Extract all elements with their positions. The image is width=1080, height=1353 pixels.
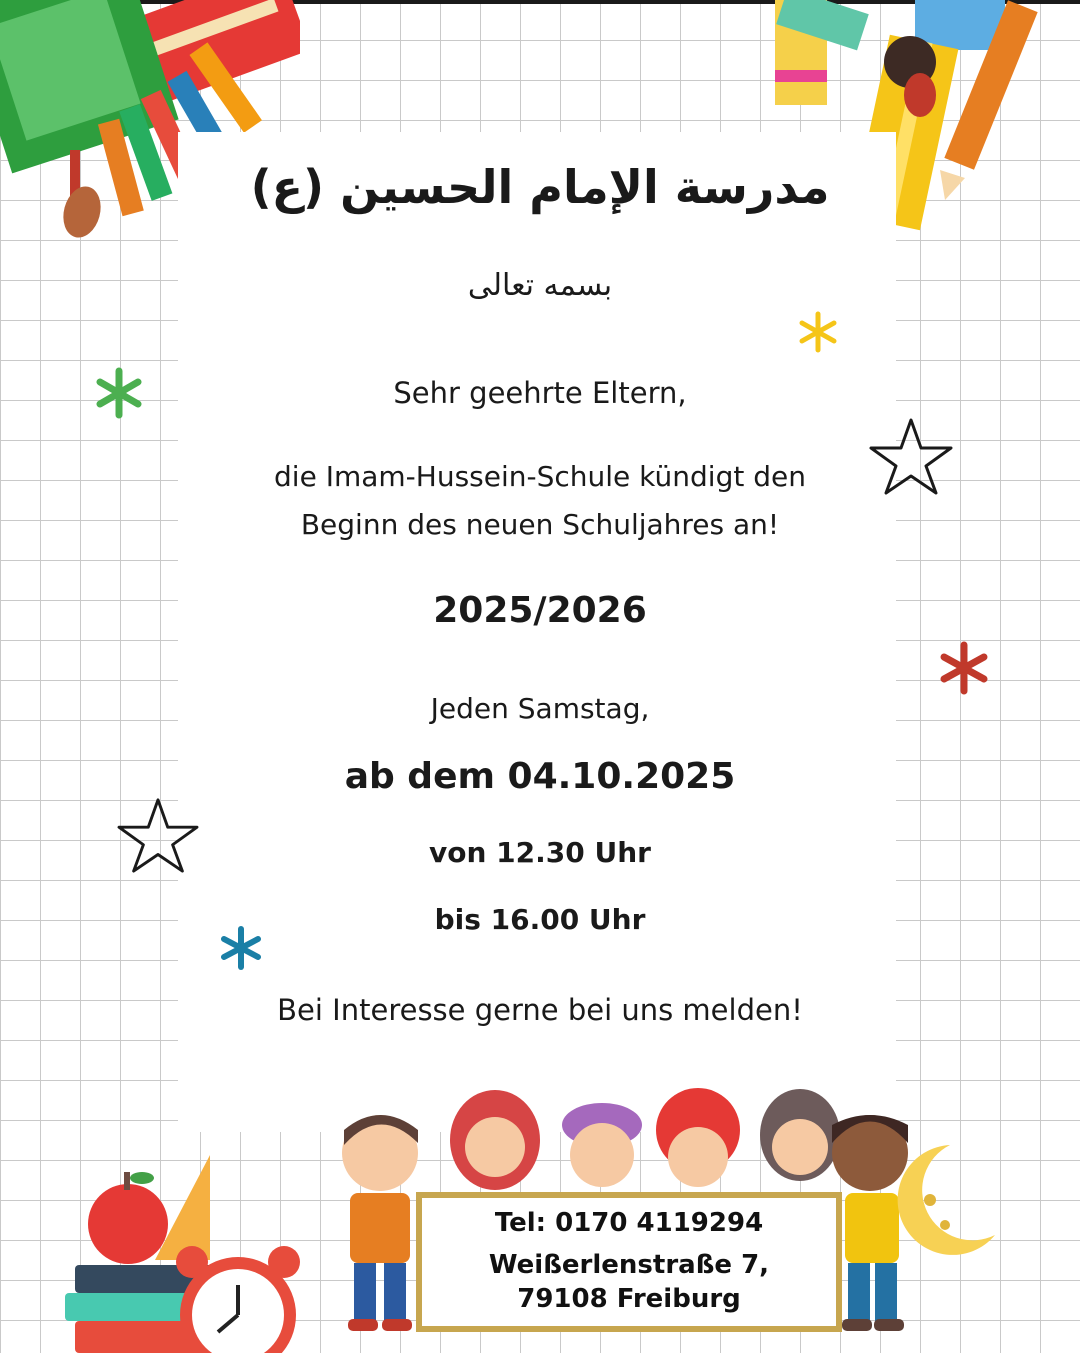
asterisk-icon bbox=[796, 310, 840, 354]
school-year: 2025/2026 bbox=[433, 590, 647, 631]
weekday: Jeden Samstag, bbox=[430, 692, 650, 725]
school-title: مدرسة الإمام الحسين (ع) bbox=[250, 160, 830, 214]
time-to: bis 16.00 Uhr bbox=[434, 903, 646, 936]
basmala: بسمه تعالى bbox=[467, 268, 613, 303]
contact-city: 79108 Freiburg bbox=[517, 1284, 741, 1314]
contact-sign bbox=[416, 1192, 842, 1332]
star-outline-icon bbox=[116, 796, 200, 874]
greeting: Sehr geehrte Eltern, bbox=[393, 376, 687, 410]
asterisk-icon bbox=[92, 366, 146, 420]
contact-street: Weißerlenstraße 7, bbox=[488, 1250, 770, 1280]
start-date: ab dem 04.10.2025 bbox=[344, 756, 736, 797]
star-outline-icon bbox=[868, 416, 954, 496]
asterisk-icon bbox=[218, 925, 264, 971]
apple-books-clock-icon bbox=[60, 1150, 320, 1353]
announcement-line-1: die Imam-Hussein-Schule kündigt den bbox=[274, 460, 806, 493]
time-from: von 12.30 Uhr bbox=[429, 836, 651, 869]
moon-icon bbox=[890, 1140, 1000, 1260]
asterisk-icon bbox=[936, 640, 992, 696]
contact-phone: Tel: 0170 4119294 bbox=[494, 1208, 764, 1238]
announcement-line-2: Beginn des neuen Schuljahres an! bbox=[300, 508, 780, 541]
call-to-action: Bei Interesse gerne bei uns melden! bbox=[277, 993, 803, 1027]
